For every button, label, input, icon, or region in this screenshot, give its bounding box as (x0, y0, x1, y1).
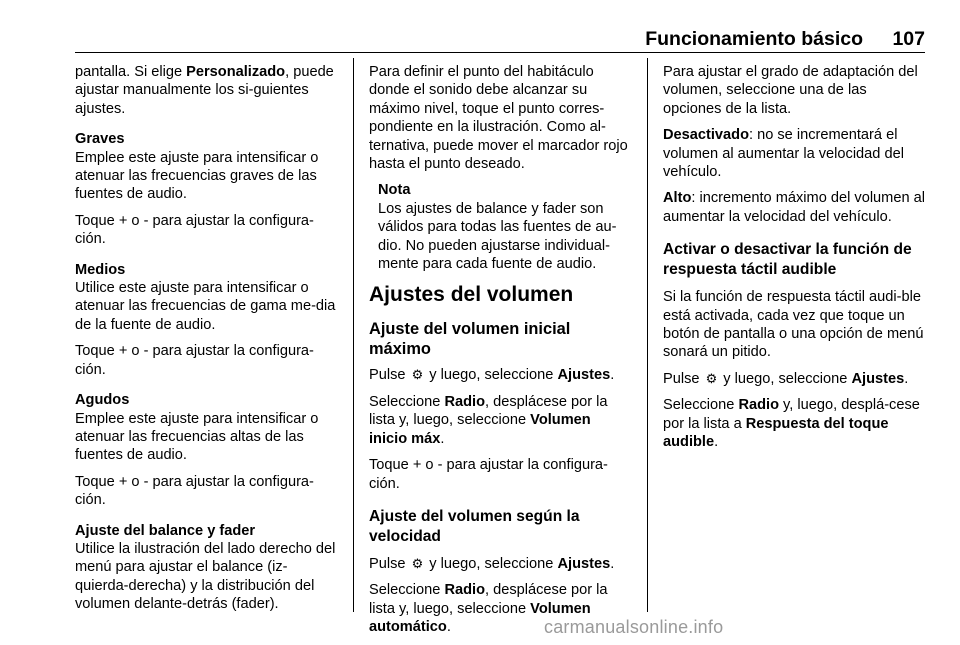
option-alto: Alto: incremento máximo del volumen al aumentar la velocidad del vehículo. (663, 190, 925, 225)
section-heading-volume: Ajustes del volumen (369, 283, 574, 307)
gear-icon: ⚙ (705, 370, 718, 386)
haptic-paragraph: Si la función de respuesta táctil audi-ble está activada, cada vez que toque un botón de pantalla o una opción de menú sonará un pitido. (663, 289, 924, 361)
agudos-adjust: Toque + o - para ajustar la configura-ción. (75, 473, 314, 509)
agudos-heading: Agudos (75, 392, 130, 409)
medios-heading: Medios (75, 261, 126, 278)
subheading-initial-volume: Ajuste del volumen inicial máximo (369, 320, 571, 359)
gear-icon: ⚙ (411, 367, 424, 383)
intro-paragraph: pantalla. Si elige Personalizado, puede ajustar manualmente los si-guientes ajustes. (75, 64, 334, 117)
graves-heading: Graves (75, 131, 125, 148)
header-rule (75, 52, 925, 53)
pulse-instruction-2: Pulse ⚙ y luego, seleccione Ajustes. (369, 555, 615, 572)
column-2 (369, 63, 631, 645)
page-title: Funcionamiento básico (645, 28, 863, 50)
select-instruction-3: Seleccione Radio y, luego, desplá-cese por la lista a Respuesta del toque audible. (663, 397, 920, 451)
point-paragraph: Para definir el punto del habitáculo donde el sonido debe alcanzar su máximo nivel, toque el punto corres-pondiente en la ilustración. Como al-ternativa, puede mover el marcador rojo hasta el punto deseado. (369, 64, 628, 173)
note-title: Nota (378, 182, 411, 199)
degree-paragraph: Para ajustar el grado de adaptación del volumen, seleccione una de las opciones de la lista. (663, 64, 918, 117)
column-divider-1 (353, 58, 354, 612)
agudos-text: Emplee este ajuste para intensificar o atenuar las frecuencias altas de las fuentes de audio. (75, 410, 319, 464)
graves-text: Emplee este ajuste para intensificar o atenuar las frecuencias graves de las fuentes de audio. (75, 149, 319, 203)
column-3 (663, 63, 925, 460)
page-number: 107 (892, 28, 925, 50)
balance-text: Utilice la ilustración del lado derecho del menú para ajustar el balance (iz-quierda-derecha) y la distribución del volumen delante-detrás (fader). (75, 540, 336, 613)
adjust-instruction: Toque + o - para ajustar la configura-ción. (369, 457, 608, 492)
graves-adjust: Toque + o - para ajustar la configura-ción. (75, 212, 314, 248)
column-divider-2 (647, 58, 648, 612)
page-header (75, 28, 925, 50)
column-1 (75, 63, 337, 622)
gear-icon: ⚙ (411, 555, 424, 571)
medios-adjust: Toque + o - para ajustar la configura-ción. (75, 343, 314, 378)
option-desactivado: Desactivado: no se incrementará el volumen al aumentar la velocidad del vehículo. (663, 127, 904, 181)
pulse-instruction-1: Pulse ⚙ y luego, seleccione Ajustes. (369, 367, 615, 384)
balance-heading: Ajuste del balance y fader (75, 522, 256, 539)
select-instruction-1: Seleccione Radio, desplácese por la lista y, luego, seleccione Volumen inicio máx. (369, 393, 608, 447)
note-text: Los ajustes de balance y fader son válidos para todas las fuentes de au-dio. No pueden ajustarse individual-mente para cada fuente de audio. (378, 200, 617, 273)
subheading-haptic: Activar o desactivar la función de respuesta táctil audible (663, 241, 912, 279)
select-instruction-2: Seleccione Radio, desplácese por la lista y, luego, seleccione Volumen automático. (369, 582, 608, 636)
medios-text: Utilice este ajuste para intensificar o atenuar las frecuencias de gama me-dia de la fuente de audio. (75, 280, 336, 333)
note-box (378, 181, 631, 273)
watermark: carmanualsonline.info (544, 617, 724, 637)
pulse-instruction-3: Pulse ⚙ y luego, seleccione Ajustes. (663, 370, 909, 387)
subheading-speed-volume: Ajuste del volumen según la velocidad (369, 507, 580, 545)
